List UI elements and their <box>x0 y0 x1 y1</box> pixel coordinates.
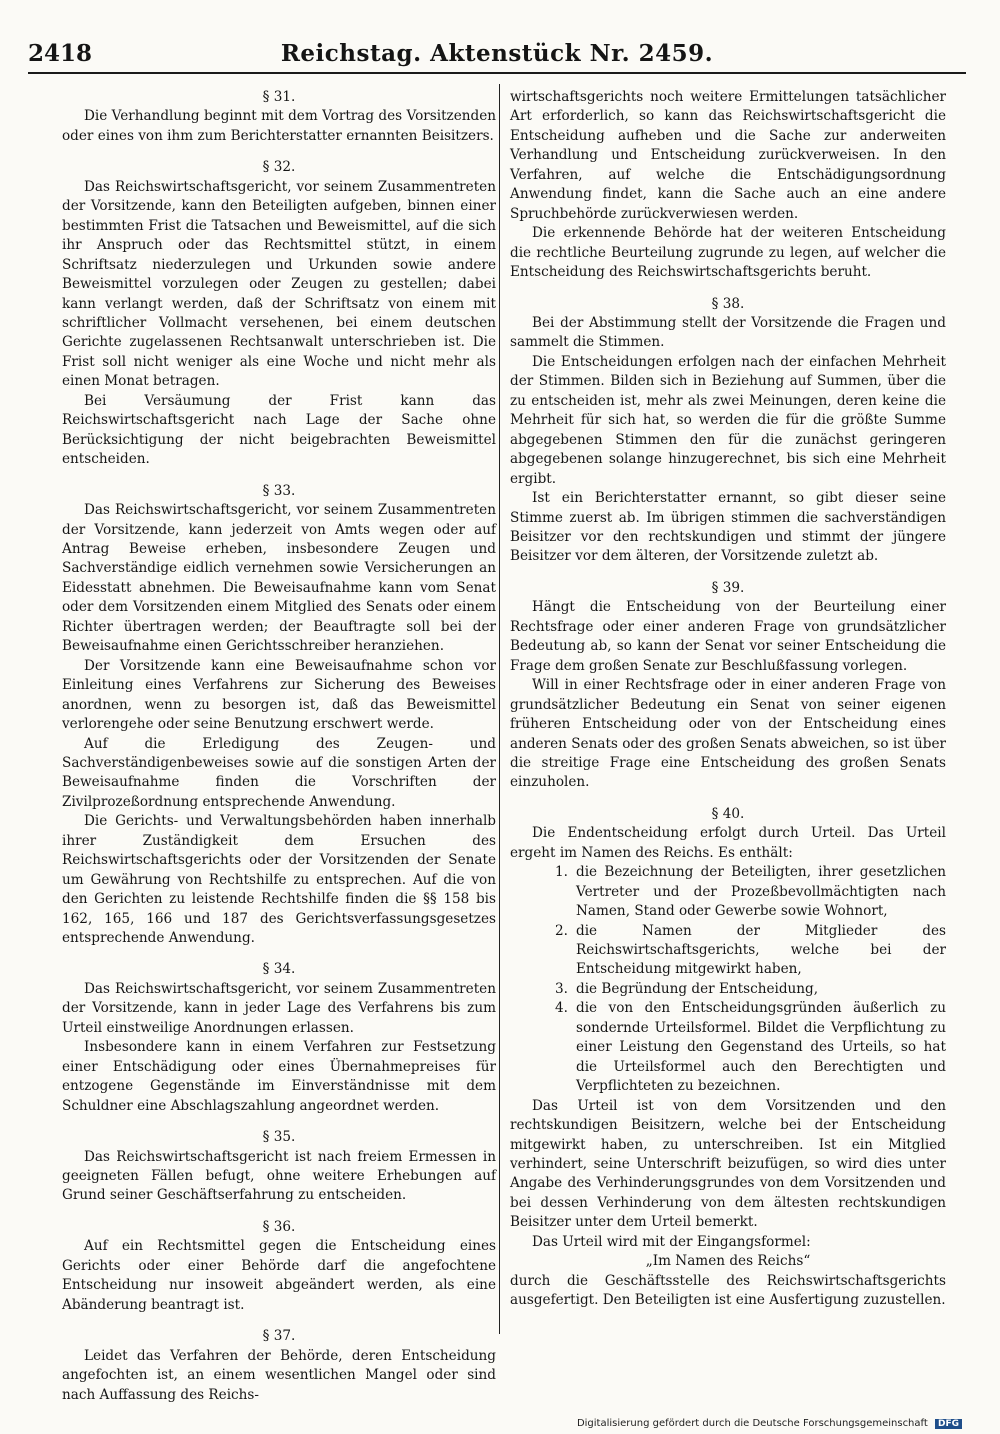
paragraph: Insbesondere kann in einem Verfahren zur Festsetzung einer Entschädigung oder eines Übernahmepreises für entzogene Gegenstände im Einverständnisse mit dem Schuldner eine Abschlagszahlung angeordnet werden. <box>62 1039 496 1114</box>
list-item-number: 2. <box>555 922 568 939</box>
paragraph: Das Urteil ist von dem Vorsitzenden und den rechtskundigen Beisitzern, welche bei der Entscheidung mitgewirkt haben, zu unterschreiben. Ist ein Mitglied verhindert, seine Unterschrift beizufügen, so wird dies unter Angabe des Verhinderungsgrundes von dem Vorsitzenden und bei dessen Verhinderung von dem ältesten rechtskundigen Beisitzer unter dem Urteil bemerkt. <box>510 1097 946 1231</box>
paragraph: Ist ein Berichterstatter ernannt, so gibt dieser seine Stimme zuerst ab. Im übrigen stimmen die sachverständigen Beisitzer vor den rechtskundigen und stimmt der jüngere Beisitzer vor dem älteren, der Vorsitzende zuletzt ab. <box>510 490 946 565</box>
list-item <box>510 863 946 921</box>
list-item-number: 3. <box>555 980 568 997</box>
digitization-credit <box>577 1418 962 1429</box>
paragraph: Hängt die Entscheidung von der Beurteilung einer Rechtsfrage oder einer anderen Frage von grundsätzlicher Bedeutung ab, so kann der Senat vor seiner Entscheidung die Frage dem großen Senate zur Beschlußfassung vorlegen. <box>510 599 946 674</box>
section-heading: § 32. <box>262 159 296 176</box>
section-heading: § 39. <box>711 579 745 596</box>
paragraph: Das Reichswirtschaftsgericht, vor seinem Zusammentreten der Vorsitzende, kann jederzeit von Amts wegen oder auf Antrag Beweise erheben, insbesondere Zeugen und Sachverständige eidlich vernehmen sowie Versicherungen an Eidesstatt abnehmen. Die Beweisaufnahme kann vom Senat oder dem Vorsitzenden einem Mitglied des Senats oder einem Richter übertragen werden; der Beauftragte soll bei der Beweisaufnahme einen Gerichtsschreiber heranziehen. <box>62 502 496 655</box>
paragraph: Die Gerichts- und Verwaltungsbehörden haben innerhalb ihrer Zuständigkeit dem Ersuchen des Reichswirtschaftsgerichts oder der Vorsitzenden der Senate um Gewährung von Rechtshilfe zu entsprechen. Auf die von den Gerichten zu leistende Rechtshilfe finden die §§ 158 bis 162, 165, 166 und 187 des Gerichtsverfassungsgesetzes entsprechende Anwendung. <box>62 813 496 947</box>
credit-text: Digitalisierung gefördert durch die Deutsche Forschungsgemeinschaft <box>576 1418 928 1429</box>
paragraph: Der Vorsitzende kann eine Beweisaufnahme schon vor Einleitung eines Verfahrens zur Sicherung des Beweises anordnen, wenn zu besorgen ist, daß das Beweismittel verlorengehe oder seine Benutzung erschwert werde. <box>62 657 496 733</box>
right-column <box>510 88 946 1311</box>
section-heading: § 40. <box>711 805 745 822</box>
column-divider <box>499 84 500 1334</box>
dfg-logo: DFG <box>935 1419 962 1429</box>
paragraph: Das Reichswirtschaftsgericht, vor seinem Zusammentreten der Vorsitzende, kann in jeder Lage des Verfahrens bis zum Urteil einstweilige Anordnungen erlassen. <box>62 980 496 1036</box>
section-heading: § 36. <box>262 1218 296 1235</box>
paragraph: Das Reichswirtschaftsgericht ist nach freiem Ermessen in geeigneten Fällen befugt, ohne weitere Erhebungen auf Grund seiner Geschäftserfahrung zu entscheiden. <box>62 1148 496 1204</box>
list-item <box>510 922 946 980</box>
list-item-text: die Namen der Mitglieder des Reichswirtschaftsgerichts, welche bei der Entscheidung mitgewirkt haben, <box>576 922 946 978</box>
paragraph: durch die Geschäftsstelle des Reichswirtschaftsgerichts ausgefertigt. Den Beteiligten ist eine Ausfertigung zuzustellen. <box>510 1272 946 1309</box>
list-item <box>510 980 946 999</box>
paragraph: Die Entscheidungen erfolgen nach der einfachen Mehrheit der Stimmen. Bilden sich in Beziehung auf Summen, über die zu entscheiden ist, mehr als zwei Meinungen, deren keine die Mehrheit für sich hat, so werden die für die größte Summe abgegebenen Stimmen den für die zunächst geringeren abgegebenen solange hinzugerechnet, bis sich eine Mehrheit ergibt. <box>510 353 946 487</box>
section-heading: § 33. <box>262 482 296 499</box>
section-heading: § 37. <box>262 1328 296 1345</box>
paragraph: Die Verhandlung beginnt mit dem Vortrag des Vorsitzenden oder eines von ihm zum Berichterstatter ernannten Beisitzers. <box>62 108 496 144</box>
paragraph: Will in einer Rechtsfrage oder in einer anderen Frage von grundsätzlicher Bedeutung ein Senat von seiner eigenen früheren Entscheidung oder von der Entscheidung eines anderen Senats oder des großen Senats abweichen, so ist über die streitige Frage eine Entscheidung des großen Senats einzuholen. <box>510 677 946 791</box>
paragraph: wirtschaftsgerichts noch weitere Ermittelungen tatsächlicher Art erforderlich, so kann das Reichswirtschaftsgericht die Entscheidung aufheben und die Sache zur anderweiten Verhandlung und Entscheidung zurückverweisen. In den Verfahren, auf welche die Entschädigungsordnung Anwendung findet, kann die Sache auch an eine andere Spruchbehörde zurückverwiesen werden. <box>510 89 946 222</box>
paragraph: Auf ein Rechtsmittel gegen die Entscheidung eines Gerichts oder einer Behörde darf die angefochtene Entscheidung nur insoweit abgeändert werden, als eine Abänderung beantragt ist. <box>62 1238 496 1313</box>
list-item-number: 4. <box>555 1000 568 1017</box>
list-item-text: die von den Entscheidungsgründen äußerlich zu sondernde Urteilsformel. Bildet die Verpflichtung zu einer Leistung den Gegenstand des Urteils, so hat die Urteilsformel auch den Berechtigten und Verpflichteten zu bezeichnen. <box>576 1000 946 1095</box>
page-number: 2418 <box>28 40 93 67</box>
section-heading: § 35. <box>262 1129 296 1146</box>
page-title: Reichstag. Aktenstück Nr. 2459. <box>280 40 714 67</box>
section-heading: § 38. <box>711 295 745 312</box>
header-rule <box>28 72 966 74</box>
paragraph: Die erkennende Behörde hat der weiteren Entscheidung die rechtliche Beurteilung zugrunde zu legen, auf welcher die Entscheidung des Reichswirtschaftsgerichts beruht. <box>510 225 946 281</box>
section-heading: § 31. <box>262 89 296 105</box>
paragraph: Bei Versäumung der Frist kann das Reichswirtschaftsgericht nach Lage der Sache ohne Berücksichtigung der nicht beigebrachten Beweismittel entscheiden. <box>62 392 496 468</box>
paragraph: Die Endentscheidung erfolgt durch Urteil. Das Urteil ergeht im Namen des Reichs. Es enthält: <box>510 825 946 861</box>
paragraph: Das Urteil wird mit der Eingangsformel: <box>532 1233 811 1250</box>
paragraph: Das Reichswirtschaftsgericht, vor seinem Zusammentreten der Vorsitzende, kann den Beteiligten aufgeben, binnen einer bestimmten Frist die Tatsachen und Beweismittel, auf die sich ihr Anspruch oder das Rechtsmittel stützt, in einem Schriftsatz niederzulegen und Urkunden sowie andere Beweismittel vorzulegen oder Zeugen zu gestellen; dabei kann verlangt werden, daß der Schriftsatz von einem mit schriftlicher Vollmacht versehenen, bei einem deutschen Gerichte zugelassenen Rechtsanwalt unterschrieben ist. Die Frist soll nicht weniger als eine Woche und nicht mehr als einen Monat betragen. <box>62 178 496 390</box>
section-heading: § 34. <box>262 961 296 978</box>
list-item-text: die Begründung der Entscheidung, <box>576 980 819 997</box>
paragraph: Auf die Erledigung des Zeugen- und Sachverständigenbeweises sowie auf die sonstigen Arten der Beweisaufnahme finden die Vorschriften der Zivilprozeßordnung entsprechende Anwendung. <box>62 735 496 810</box>
formula-line: „Im Namen des Reichs“ <box>645 1253 811 1270</box>
paragraph: Bei der Abstimmung stellt der Vorsitzende die Fragen und sammelt die Stimmen. <box>510 314 946 351</box>
left-column <box>62 88 496 1405</box>
list-item-text: die Bezeichnung der Beteiligten, ihrer gesetzlichen Vertreter und der Prozeßbevollmächtigten nach Namen, Stand oder Gewerbe sowie Wohnort, <box>576 864 946 920</box>
paragraph: Leidet das Verfahren der Behörde, deren Entscheidung angefochten ist, an einem wesentlichen Mangel oder sind nach Auffassung des Reichs- <box>62 1347 496 1403</box>
list-item <box>510 999 946 1096</box>
list-item-number: 1. <box>555 864 568 881</box>
page-header <box>28 40 966 70</box>
